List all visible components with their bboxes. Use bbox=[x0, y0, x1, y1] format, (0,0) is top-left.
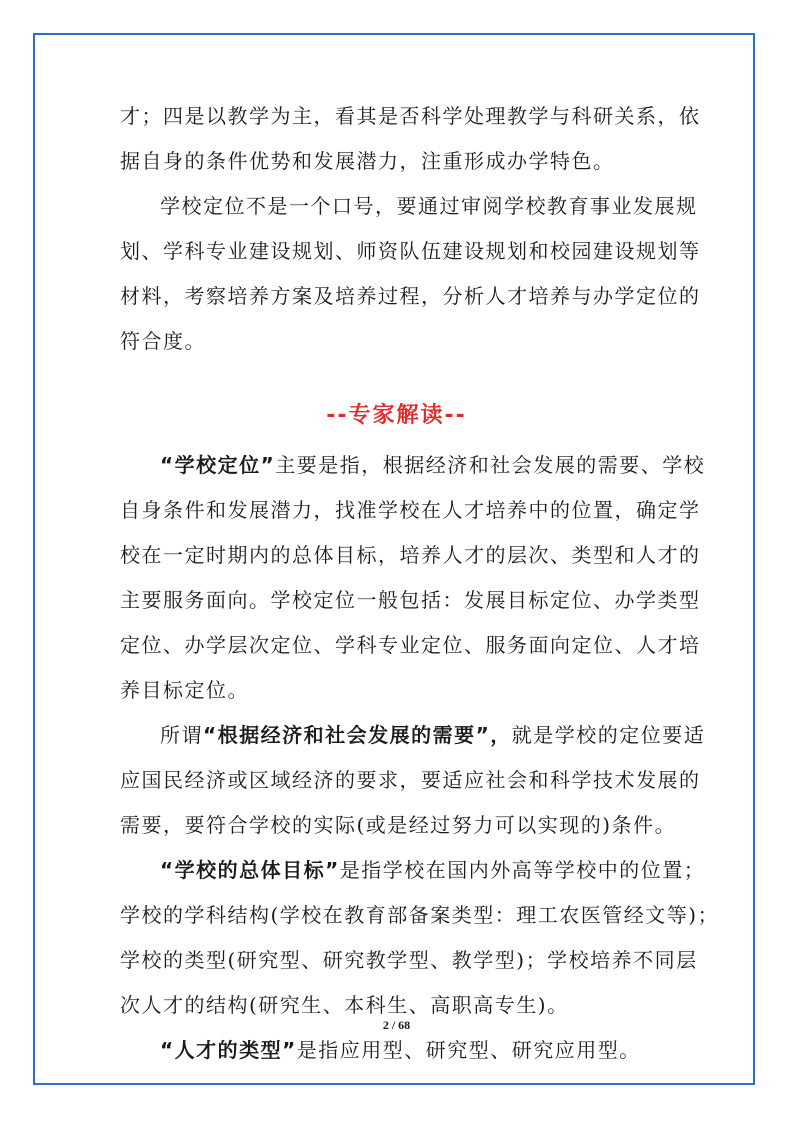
text-span: 就是学校的定位要适 bbox=[511, 723, 706, 747]
text-line: 学校的学科结构(学校在教育部备案类型：理工农医管经文等)； bbox=[120, 903, 720, 927]
text-line: 据自身的条件优势和发展潜力，注重形成办学特色。 bbox=[120, 149, 615, 173]
text-span: 主要是指，根据经济和社会发展的需要、学校 bbox=[275, 453, 706, 477]
text-line: 符合度。 bbox=[120, 329, 206, 353]
text-line: 学校定位不是一个口号，要通过审阅学校教育事业发展规 bbox=[160, 194, 698, 218]
section-heading: --专家解读-- bbox=[326, 403, 467, 428]
text-line: 校在一定时期内的总体目标，培养人才的层次、类型和人才的 bbox=[120, 543, 701, 567]
text-line: 定位、办学层次定位、学科专业定位、服务面向定位、人才培 bbox=[120, 633, 701, 657]
text-line: 才；四是以教学为主，看其是否科学处理教学与科研关系，依 bbox=[120, 104, 701, 128]
text-line: 需要，要符合学校的实际(或是经过努力可以实现的)条件。 bbox=[120, 813, 677, 837]
text-line: 养目标定位。 bbox=[120, 678, 249, 702]
term-economic-needs: “根据经济和社会发展的需要”， bbox=[203, 723, 512, 747]
text-span: 是指学校在国内外高等学校中的位置； bbox=[339, 858, 706, 882]
text-line bbox=[160, 1037, 641, 1063]
text-line: 材料，考察培养方案及培养过程，分析人才培养与办学定位的 bbox=[120, 284, 701, 308]
term-overall-goal: “学校的总体目标” bbox=[160, 858, 340, 882]
term-talent-type: “人才的类型” bbox=[160, 1038, 297, 1062]
text-line: 主要服务面向。学校定位一般包括：发展目标定位、办学类型 bbox=[120, 588, 701, 612]
text-line: 应国民经济或区域经济的要求，要适应社会和科学技术发展的 bbox=[120, 768, 701, 792]
text-span: 是指应用型、研究型、研究应用型。 bbox=[296, 1038, 641, 1062]
text-line bbox=[160, 722, 705, 748]
text-line bbox=[160, 452, 705, 478]
text-line: 自身条件和发展潜力，找准学校在人才培养中的位置，确定学 bbox=[120, 498, 701, 522]
text-line bbox=[160, 857, 705, 883]
text-line: 次人才的结构(研究生、本科生、高职高专生)。 bbox=[120, 993, 569, 1017]
page-number: 2 / 68 bbox=[382, 1018, 411, 1032]
text-line: 划、学科专业建设规划、师资队伍建设规划和校园建设规划等 bbox=[120, 239, 701, 263]
text-line: 学校的类型(研究型、研究教学型、教学型)；学校培养不同层 bbox=[120, 948, 698, 972]
term-school-positioning: “学校定位” bbox=[160, 453, 276, 477]
text-span: 所谓 bbox=[160, 723, 203, 747]
